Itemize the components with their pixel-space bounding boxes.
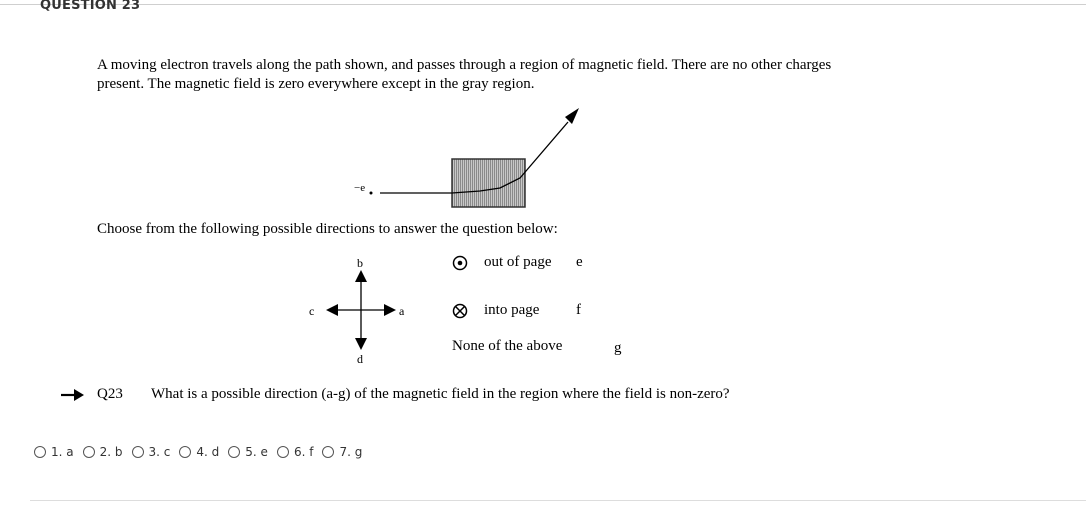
option-g-letter: g <box>614 340 622 356</box>
option-f-letter: f <box>576 302 581 318</box>
option-g-text: None of the above <box>452 338 563 354</box>
radio-icon[interactable] <box>34 446 46 458</box>
answer-option-3[interactable]: 3. c <box>132 445 171 459</box>
electron-dot <box>370 192 373 195</box>
direction-label-c: c <box>309 304 315 318</box>
electron-path-diagram <box>340 100 600 212</box>
radio-icon[interactable] <box>179 446 191 458</box>
radio-icon[interactable] <box>83 446 95 458</box>
option-e-text: out of page <box>484 254 552 270</box>
radio-icon[interactable] <box>132 446 144 458</box>
answer-option-7[interactable]: 7. g <box>322 445 362 459</box>
radio-icon[interactable] <box>228 446 240 458</box>
option-e-letter: e <box>576 254 583 270</box>
out-of-page-icon <box>452 255 468 271</box>
magnetic-field-region <box>452 159 525 207</box>
direction-label-d: d <box>357 352 363 366</box>
answer-option-2[interactable]: 2. b <box>83 445 123 459</box>
direction-label-b: b <box>357 256 363 270</box>
electron-label: −e <box>354 182 366 194</box>
question-prompt: What is a possible direction (a-g) of the magnetic field in the region where the field is non-zero? <box>151 386 730 402</box>
answer-option-5[interactable]: 5. e <box>228 445 268 459</box>
answer-option-1[interactable]: 1. a <box>34 445 74 459</box>
radio-icon[interactable] <box>277 446 289 458</box>
question-id: Q23 <box>97 386 123 402</box>
choose-instruction: Choose from the following possible directions to answer the question below: <box>97 221 558 237</box>
top-divider <box>0 4 1086 5</box>
arrow-b <box>355 270 367 282</box>
current-question-arrow-icon <box>60 387 86 403</box>
question-header: QUESTION 23 <box>40 0 141 13</box>
arrow-c <box>326 304 338 316</box>
question-intro: A moving electron travels along the path shown, and passes through a region of magnetic field. There are no other charges present. The magnetic field is zero everywhere except in the gray region. <box>97 57 832 92</box>
answer-choices <box>34 445 371 459</box>
radio-icon[interactable] <box>322 446 334 458</box>
path-arrowhead <box>565 108 579 124</box>
into-page-icon <box>452 303 468 319</box>
option-f-text: into page <box>484 302 540 318</box>
direction-label-a: a <box>399 304 405 318</box>
bottom-divider <box>30 500 1086 501</box>
answer-option-6[interactable]: 6. f <box>277 445 314 459</box>
answer-option-4[interactable]: 4. d <box>179 445 219 459</box>
arrow-d <box>355 338 367 350</box>
arrow-a <box>384 304 396 316</box>
